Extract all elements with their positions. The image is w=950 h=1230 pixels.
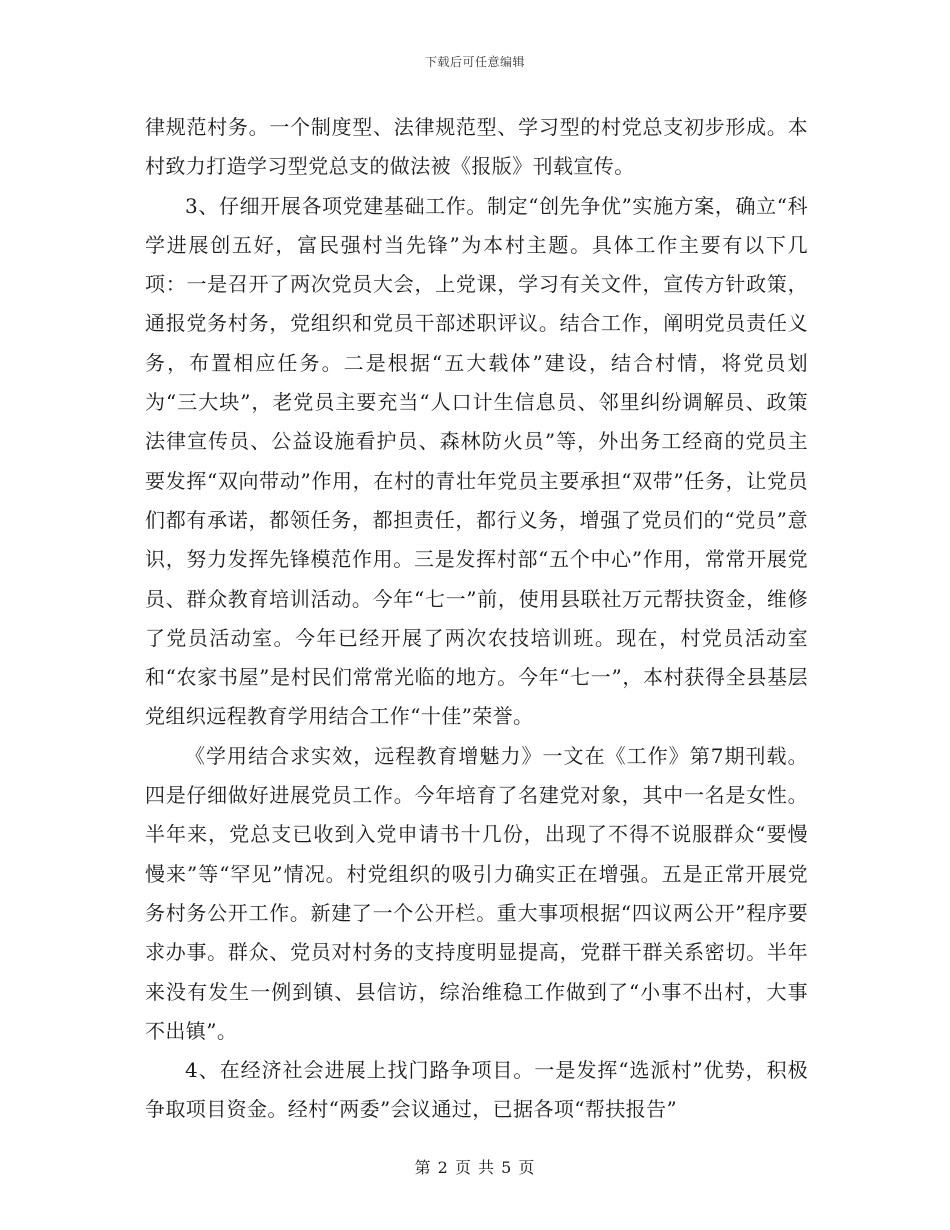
paragraph-party-building: 3、仔细开展各项党建基础工作。制定“创先争优”实施方案，确立“科学进展创五好，富民强村当先锋”为本村主题。具体工作主要有以下几项：一是召开了两次党员大会，上党课，学习有关文件，宣传方针政策，通报党务村务，党组织和党员干部述职评议。结合工作，阐明党员责任义务，布置相应任务。二是根据“五大载体”建设，结合村情，将党员划为“三大块”，老党员主要充当“人口计生信息员、邻里纠纷调解员、政策法律宣传员、公益设施看护员、森林防火员”等，外出务工经商的党员主要发挥“双向带动”作用，在村的青壮年党员主要承担“双带”任务，让党员们都有承诺，都领任务，都担责任，都行义务，增强了党员们的“党员”意识，努力发挥先锋模范作用。三是发挥村部“五个中心”作用，常常开展党员、群众教育培训活动。今年“七一”前，使用县联社万元帮扶资金，维修了党员活动室。今年已经开展了两次农技培训班。现在，村党员活动室和“农家书屋”是村民们常常光临的地方。今年“七一”，本村获得全县基层党组织远程教育学用结合工作“十佳”荣誉。 (145, 193, 808, 729)
paragraph-remote-education: 《学用结合求实效，远程教育增魅力》一文在《工作》第7期刊载。四是仔细做好进展党员工作。今年培育了名建党对象，其中一名是女性。半年来，党总支已收到入党申请书十几份，出现了不得不说服群众“要慢慢来”等“罕见”情况。村党组织的吸引力确实正在增强。五是正常开展党务村务公开工作。新建了一个公开栏。重大事项根据“四议两公开”程序要求办事。群众、党员对村务的支持度明显提高，党群干群关系密切。半年来没有发生一例到镇、县信访，综治维稳工作做到了“小事不出村，大事不出镇”。 (145, 743, 808, 1043)
document-body (145, 108, 808, 1130)
page-header: 下载后可任意编辑 (424, 55, 525, 69)
page-footer: 第 2 页 共 5 页 (414, 1158, 536, 1177)
paragraph-economic-development: 4、在经济社会进展上找门路争项目。一是发挥“选派村”优势，积极争取项目资金。经村“两委”会议通过，已据各项“帮扶报告” (145, 1058, 808, 1122)
paragraph-continuation: 律规范村务。一个制度型、法律规范型、学习型的村党总支初步形成。本村致力打造学习型党总支的做法被《报版》刊载宣传。 (145, 115, 808, 179)
